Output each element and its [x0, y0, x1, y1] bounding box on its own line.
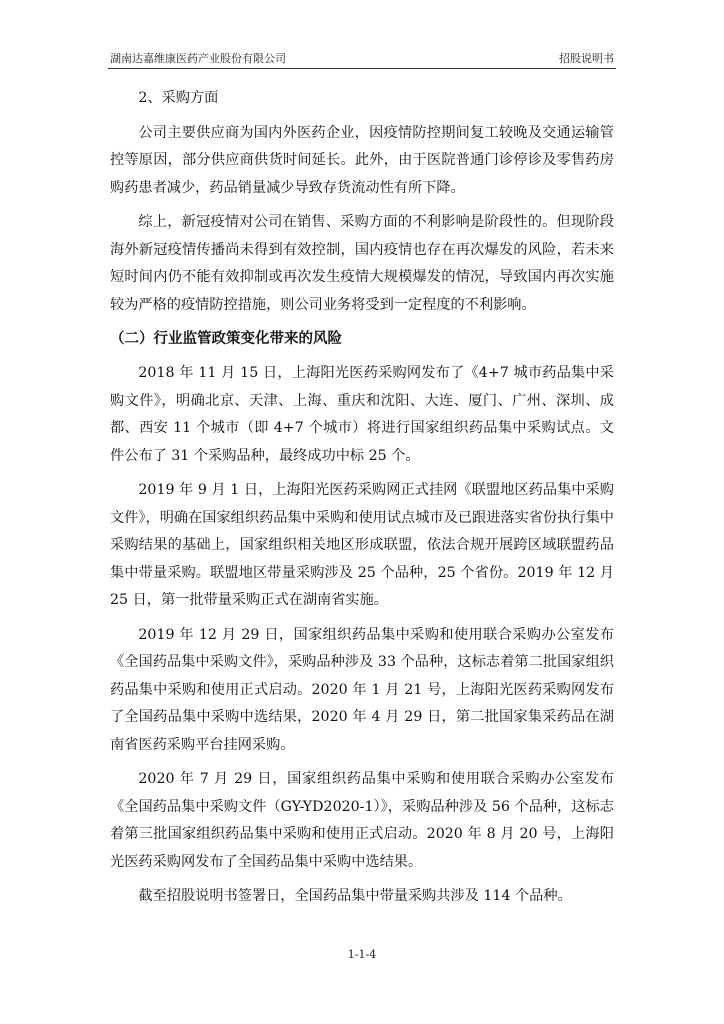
body-paragraph: 公司主要供应商为国内外医药企业，因疫情防控期间复工较晚及交通运输管控等原因，部分供应商供货时间延长。此外，由于医院普通门诊停诊及零售药房购药患者减少，药品销量减少导致存货流动性有所下降。 [110, 124, 614, 196]
body-paragraph: 2020 年 7 月 29 日，国家组织药品集中采购和使用联合采购办公室发布《全国药品集中采购文件（GY-YD2020-1）》，采购品种涉及 56 个品种，这标志着第三批国家组织药品集中采购和使用正式启动。2020 年 8 月 20 号，上海阳光医药采购网发布了全国药品集中采购中选结果。 [110, 771, 614, 870]
body-paragraph: 2018 年 11 月 15 日，上海阳光医药采购网发布了《4+7 城市药品集中采购文件》，明确北京、天津、上海、重庆和沈阳、大连、厦门、广州、深圳、成都、西安 11 个城市（即 4+7 个城市）将进行国家组织药品集中采购试点。文件公布了 31 个采购品种，最终成功中标 25 个。 [110, 365, 614, 464]
body-paragraph: 综上，新冠疫情对公司在销售、采购方面的不利影响是阶段性的。但现阶段海外新冠疫情传播尚未得到有效控制，国内疫情也存在再次爆发的风险，若未来短时间内仍不能有效抑制或再次发生疫情大规模爆发的情况，导致国内再次实施较为严格的疫情防控措施，则公司业务将受到一定程度的不利影响。 [110, 214, 614, 313]
section-heading: （二）行业监管政策变化带来的风险 [110, 331, 342, 347]
document-body [110, 85, 614, 918]
header-divider [108, 68, 616, 69]
subsection-heading-procurement: 2、采购方面 [138, 90, 219, 106]
page-number: 1-1-4 [347, 948, 377, 961]
body-paragraph: 2019 年 12 月 29 日，国家组织药品集中采购和使用联合采购办公室发布《全国药品集中采购文件》，采购品种涉及 33 个品种，这标志着第二批国家组织药品集中采购和使用正式启动。2020 年 1 月 21 号，上海阳光医药采购网发布了全国药品集中采购中选结果，2020 年 4 月 29 日，第二批国家集采药品在湖南省医药采购平台挂网采购。 [110, 626, 614, 753]
body-paragraph: 截至招股说明书签署日，全国药品集中带量采购共涉及 114 个品种。 [138, 888, 572, 904]
page-header [110, 50, 614, 68]
header-company-name: 湖南达嘉维康医药产业股份有限公司 [110, 52, 286, 65]
header-document-type: 招股说明书 [559, 52, 614, 65]
body-paragraph: 2019 年 9 月 1 日，上海阳光医药采购网正式挂网《联盟地区药品集中采购文件》，明确在国家组织药品集中采购和使用试点城市及已跟进落实省份执行集中采购结果的基础上，国家组织相关地区形成联盟，依法合规开展跨区域联盟药品集中带量采购。联盟地区带量采购涉及 25 个品种，25 个省份。2019 年 12 月 25 日，第一批带量采购正式在湖南省实施。 [110, 482, 614, 608]
